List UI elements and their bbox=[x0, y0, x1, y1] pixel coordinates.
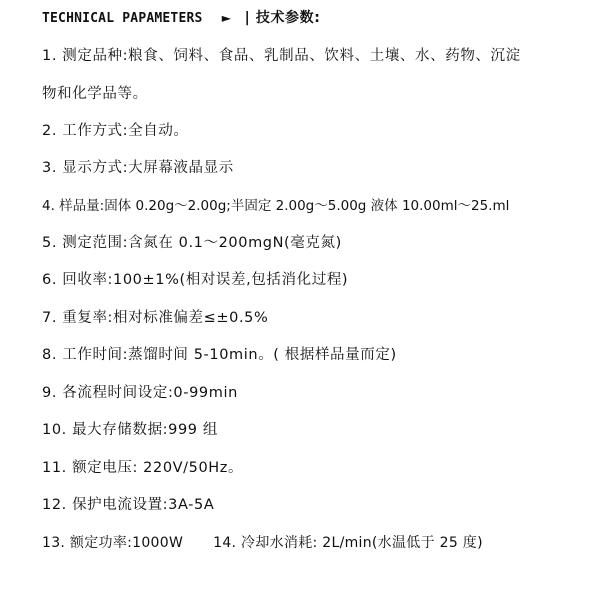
parameter-line: 12. 保护电流设置:3A-5A bbox=[42, 497, 215, 513]
header-chinese-title: | 技术参数: bbox=[244, 10, 321, 26]
arrow-right-icon: ► bbox=[221, 11, 232, 25]
parameter-line: 6. 回收率:100±1%(相对误差,包括消化过程) bbox=[42, 272, 349, 288]
section-header bbox=[42, 8, 320, 29]
parameter-line: 11. 额定电压: 220V/50Hz。 bbox=[42, 460, 244, 476]
parameter-line: 5. 测定范围:含氮在 0.1～200mgN(毫克氮) bbox=[42, 235, 342, 251]
parameter-line: 9. 各流程时间设定:0-99min bbox=[42, 385, 238, 401]
parameter-item-13: 13. 额定功率:1000W bbox=[42, 535, 184, 551]
parameter-line: 物和化学品等。 bbox=[42, 86, 148, 102]
parameter-line: 3. 显示方式:大屏幕液晶显示 bbox=[42, 160, 234, 176]
parameter-line: 2. 工作方式:全自动。 bbox=[42, 123, 189, 139]
parameter-line: 4. 样品量:固体 0.20g～2.00g;半固定 2.00g～5.00g 液体 10.00ml～25.ml bbox=[42, 198, 510, 214]
parameter-line-combined bbox=[42, 533, 483, 553]
parameter-line: 7. 重复率:相对标准偏差≤±0.5% bbox=[42, 310, 269, 326]
parameter-line: 1. 测定品种:粮食、饲料、食品、乳制品、饮料、土壤、水、药物、沉淀 bbox=[42, 48, 521, 64]
parameter-line: 10. 最大存储数据:999 组 bbox=[42, 422, 218, 438]
parameter-line: 8. 工作时间:蒸馏时间 5-10min。( 根据样品量而定) bbox=[42, 347, 397, 363]
parameter-item-14: 14. 冷却水消耗: 2L/min(水温低于 25 度) bbox=[213, 535, 483, 551]
header-english-title: TECHNICAL PAPAMETERS bbox=[42, 11, 203, 26]
